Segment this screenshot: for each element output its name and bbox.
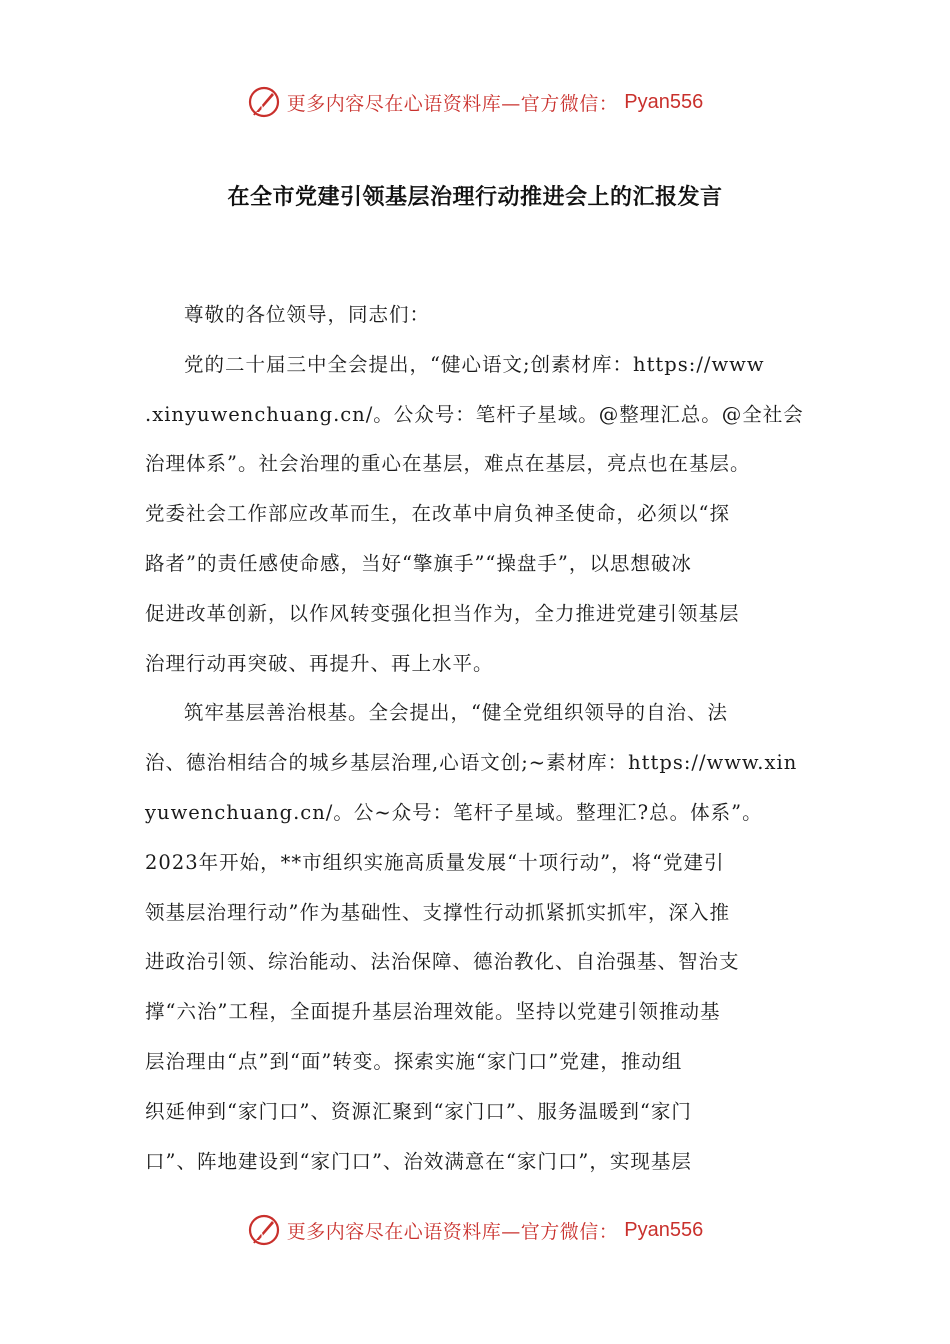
footer-banner-contact: Pyan556 — [624, 1218, 704, 1241]
text-line: 领基层治理行动”作为基础性、支撑性行动抓紧抓实抓牢，深入推 — [145, 900, 730, 924]
salutation: 尊敬的各位领导，同志们： — [184, 303, 431, 326]
text-line: 口”、阵地建设到“家门口”、治效满意在“家门口”，实现基层 — [145, 1149, 692, 1173]
document-body — [145, 290, 807, 1186]
text-line: yuwenchuang.cn/。公~众号：笔杆子星域。整理汇?总。体系”。 — [145, 800, 763, 824]
text-line: 撑“六治”工程，全面提升基层治理效能。坚持以党建引领推动基 — [145, 1000, 721, 1024]
text-line: 促进改革创新，以作风转变强化担当作为，全力推进党建引领基层 — [145, 601, 740, 625]
text-line: 党的二十届三中全会提出，“健心语文;创素材库：https://www — [184, 352, 765, 376]
quill-pen-circle-icon — [247, 1213, 281, 1247]
text-line: 路者”的责任感使命感，当好“擎旗手”“操盘手”，以思想破冰 — [145, 551, 692, 575]
text-line: 党委社会工作部应改革而生，在改革中肩负神圣使命，必须以“探 — [145, 502, 730, 526]
text-line: 筑牢基层善治根基。全会提出，“健全党组织领导的自治、法 — [184, 701, 728, 725]
text-line: 2023年开始，**市组织实施高质量发展“十项行动”，将“党建引 — [145, 850, 725, 874]
text-line: 治理行动再突破、再提升、再上水平。 — [145, 651, 494, 675]
text-line: 织延伸到“家门口”、资源汇聚到“家门口”、服务温暖到“家门 — [145, 1099, 692, 1123]
text-line: .xinyuwenchuang.cn/。公众号：笔杆子星域。@整理汇总。@全社会 — [145, 402, 804, 426]
header-banner — [0, 82, 950, 122]
header-banner-contact: Pyan556 — [624, 90, 704, 113]
text-line: 进政治引领、综治能动、法治保障、德治教化、自治强基、智治支 — [145, 950, 740, 974]
header-banner-text: 更多内容尽在心语资料库—官方微信： — [286, 92, 619, 115]
footer-banner — [0, 1210, 950, 1250]
text-line: 治、德治相结合的城乡基层治理,心语文创;~素材库：https://www.xin — [145, 751, 798, 775]
text-line: 层治理由“点”到“面”转变。探索实施“家门口”党建，推动组 — [145, 1049, 683, 1073]
page-title: 在全市党建引领基层治理行动推进会上的汇报发言 — [227, 185, 723, 210]
text-line: 治理体系”。社会治理的重心在基层，难点在基层，亮点也在基层。 — [145, 452, 751, 476]
footer-banner-text: 更多内容尽在心语资料库—官方微信： — [286, 1220, 619, 1243]
quill-pen-circle-icon — [247, 85, 281, 119]
